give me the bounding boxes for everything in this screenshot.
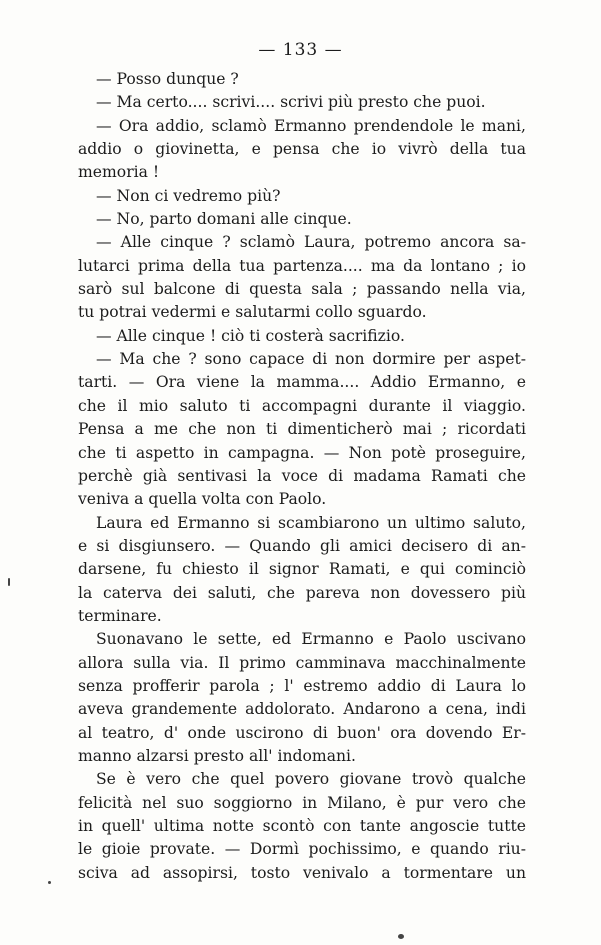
text-line: — Alle cinque ? sclamò Laura, potremo ancora sa- <box>96 233 526 252</box>
text-line: — Posso dunque ? <box>96 70 239 88</box>
paper-speck <box>48 881 51 884</box>
text-line: lutarci prima della tua partenza.... ma da lontano ; io <box>78 256 526 275</box>
text-line: Laura ed Ermanno si scambiarono un ultimo saluto, <box>96 513 526 532</box>
text-line: in quell' ultima notte scontò con tante angoscie tutte <box>78 817 526 835</box>
text-line: memoria ! <box>78 163 160 182</box>
text-line: che il mio saluto ti accompagni durante il viaggio. <box>78 396 526 415</box>
text-line: al teatro, d' onde uscirono di buon' ora dovendo Er- <box>78 723 526 742</box>
text-line: Pensa a me che non ti dimenticherò mai ; ricordati <box>78 420 526 439</box>
text-line: veniva a quella volta con Paolo. <box>78 490 327 509</box>
text-line: — Ora addio, sclamò Ermanno prendendole le mani, <box>96 116 526 135</box>
text-line: che ti aspetto in campagna. — Non potè proseguire, <box>78 443 526 462</box>
paper-speck <box>8 578 10 586</box>
text-line: senza profferir parola ; l' estremo addio di Laura lo <box>78 676 526 695</box>
paper-speck <box>398 934 404 939</box>
text-line: — Ma che ? sono capace di non dormire per aspet- <box>96 350 526 369</box>
text-line: terminare. <box>78 606 162 625</box>
text-line: sciva ad assopirsi, tosto venivalo a tormentare un <box>78 863 526 882</box>
text-line: Suonavano le sette, ed Ermanno e Paolo uscivano <box>96 630 526 649</box>
text-line: la caterva dei saluti, che pareva non dovessero più <box>78 583 526 602</box>
text-line: le gioie provate. — Dormì pochissimo, e quando riu- <box>78 840 526 859</box>
text-line: e si disgiunsero. — Quando gli amici decisero di an- <box>78 536 526 555</box>
text-line: — Non ci vedremo più? <box>96 186 281 205</box>
text-line: darsene, fu chiesto il signor Ramati, e qui cominciò <box>78 560 526 579</box>
body-text <box>78 68 526 885</box>
text-line: aveva grandemente addolorato. Andarono a cena, indi <box>78 700 526 719</box>
text-line: — Ma certo.... scrivi.... scrivi più presto che puoi. <box>96 93 486 112</box>
text-line: addio o giovinetta, e pensa che io vivrò della tua <box>78 140 526 159</box>
text-line: manno alzarsi presto all' indomani. <box>78 746 356 765</box>
text-line: tarti. — Ora viene la mamma.... Addio Ermanno, e <box>78 373 526 392</box>
text-line: felicità nel suo soggiorno in Milano, è pur vero che <box>78 793 526 812</box>
text-line: tu potrai vedermi e salutarmi collo sguardo. <box>78 303 427 322</box>
text-line: perchè già sentivasi la voce di madama Ramati che <box>78 466 526 485</box>
text-line: Se è vero che quel povero giovane trovò qualche <box>96 770 526 789</box>
page-number: — 133 — <box>258 40 343 60</box>
text-line: sarò sul balcone di questa sala ; passando nella via, <box>78 280 526 299</box>
text-line: allora sulla via. Il primo camminava macchinalmente <box>78 653 526 672</box>
text-line: — No, parto domani alle cinque. <box>96 210 352 229</box>
text-line: — Alle cinque ! ciò ti costerà sacrifizio. <box>96 326 405 345</box>
